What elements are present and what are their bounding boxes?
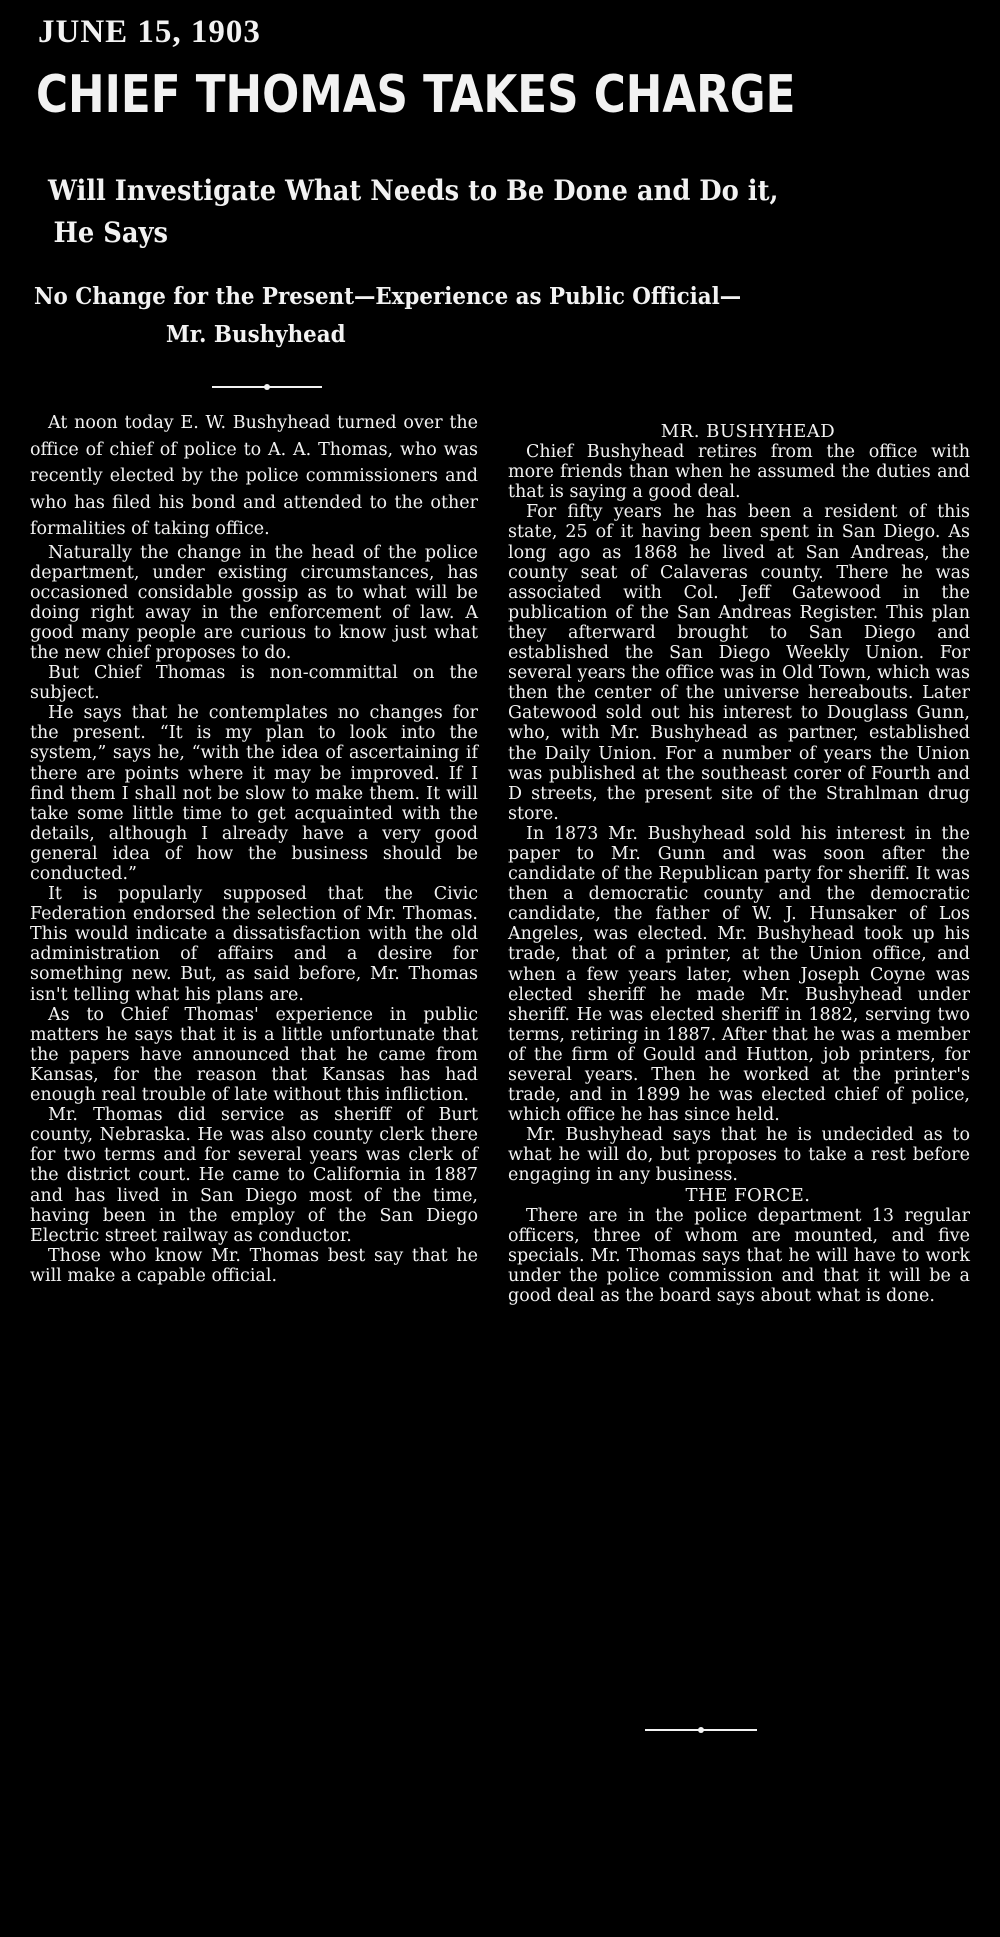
paragraph: Naturally the change in the head of the police department, under existing circumstances, has occasioned considable gossip as to what will be doing right away in the enforcement of law. A good many people are curious to know just what the new chief proposes to do. (30, 542, 478, 663)
right-column (508, 422, 970, 1306)
section-heading: THE FORCE. (685, 1184, 811, 1206)
article-date: JUNE 15, 1903 (38, 14, 261, 50)
ornamental-rule (645, 1729, 757, 1731)
left-column (30, 410, 478, 1286)
ornamental-rule (212, 386, 322, 388)
paragraph: In 1873 Mr. Bushyhead sold his interest in the paper to Mr. Gunn and was soon after the candidate of the Republican party for sheriff. It was then a democratic county and the democratic candidate, the father of W. J. Hunsaker of Los Angeles, was elected. Mr. Bushyhead took up his trade, that of a printer, at the Union office, and when a few years later, when Joseph Coyne was elected sheriff he made Mr. Bushyhead under sheriff. He was elected sheriff in 1882, serving two terms, retiring in 1887. After that he was a member of the firm of Gould and Hutton, job printers, for several years. Then he worked at the printer's trade, and in 1899 he was elected chief of police, which office he has since held. (508, 823, 970, 1126)
section-heading: MR. BUSHYHEAD (660, 421, 836, 442)
paragraph: Mr. Thomas did service as sheriff of Burt county, Nebraska. He was also county clerk there for two terms and for several years was clerk of the district court. He came to California in 1887 and has lived in San Diego most of the time, having been in the employ of the San Diego Electric street railway as conductor. (30, 1105, 478, 1246)
paragraph: Mr. Bushyhead says that he is undecided as to what he will do, but proposes to take a rest before engaging in any business. (508, 1125, 970, 1186)
subheadline-line-2: He Says (53, 216, 168, 249)
paragraph: There are in the police department 13 regular officers, three of whom are mounted, and five specials. Mr. Thomas says that he will have to work under the police commission and that it will be a good deal as the board says about what is done. (508, 1205, 970, 1307)
paragraph: For fifty years he has been a resident of this state, 25 of it having been spent in San Diego. As long ago as 1868 he lived at San Andreas, the county seat of Calaveras county. There he was associated with Col. Jeff Gatewood in the publication of the San Andreas Register. This plan they afterward brought to San Diego and established the San Diego Weekly Union. For several years the office was in Old Town, which was then the center of the universe hereabouts. Later Gatewood sold out his interest to Douglass Gunn, who, with Mr. Bushyhead as partner, established the Daily Union. For a number of years the Union was published at the southeast corer of Fourth and D streets, the present site of the Strahlman drug store. (508, 502, 970, 824)
paragraph: He says that he contemplates no changes for the present. “It is my plan to look into the system,” says he, “with the idea of ascertaining if there are points where it may be improved. If I find them I shall not be slow to make them. It will take some little time to get acquainted with the details, although I already have a very good general idea of how the business should be conducted.” (30, 703, 478, 884)
secondary-deck (34, 278, 852, 354)
subheadline-line-1: Will Investigate What Needs to Be Done and Do it, (48, 174, 779, 207)
paragraph: As to Chief Thomas' experience in public matters he says that it is a little unfortunate that the papers have announced that he came from Kansas, for the reason that Kansas has had enough real trouble of late without this infliction. (30, 1004, 478, 1106)
paragraph: Chief Bushyhead retires from the office with more friends than when he assumed the duties and that is saying a good deal. (508, 442, 970, 503)
paragraph: Those who know Mr. Thomas best say that he will make a capable official. (30, 1245, 478, 1286)
secondary-deck-line-1: No Change for the Present—Experience as Public Official— (34, 283, 742, 310)
paragraph: It is popularly supposed that the Civic Federation endorsed the selection of Mr. Thomas. This would indicate a dissatisfaction with the old administration of affairs and a desire for something new. But, as said before, Mr. Thomas isn't telling what his plans are. (30, 884, 478, 1005)
paragraph: At noon today E. W. Bushyhead turned over the office of chief of police to A. A. Thomas, who was recently elected by the police commissioners and who has filed his bond and attended to the other formalities of taking office. (30, 413, 478, 539)
subheadline (48, 170, 922, 254)
headline: CHIEF THOMAS TAKES CHARGE (36, 65, 796, 125)
paragraph: But Chief Thomas is non-committal on the subject. (30, 663, 478, 704)
secondary-deck-line-2: Mr. Bushyhead (166, 321, 346, 348)
